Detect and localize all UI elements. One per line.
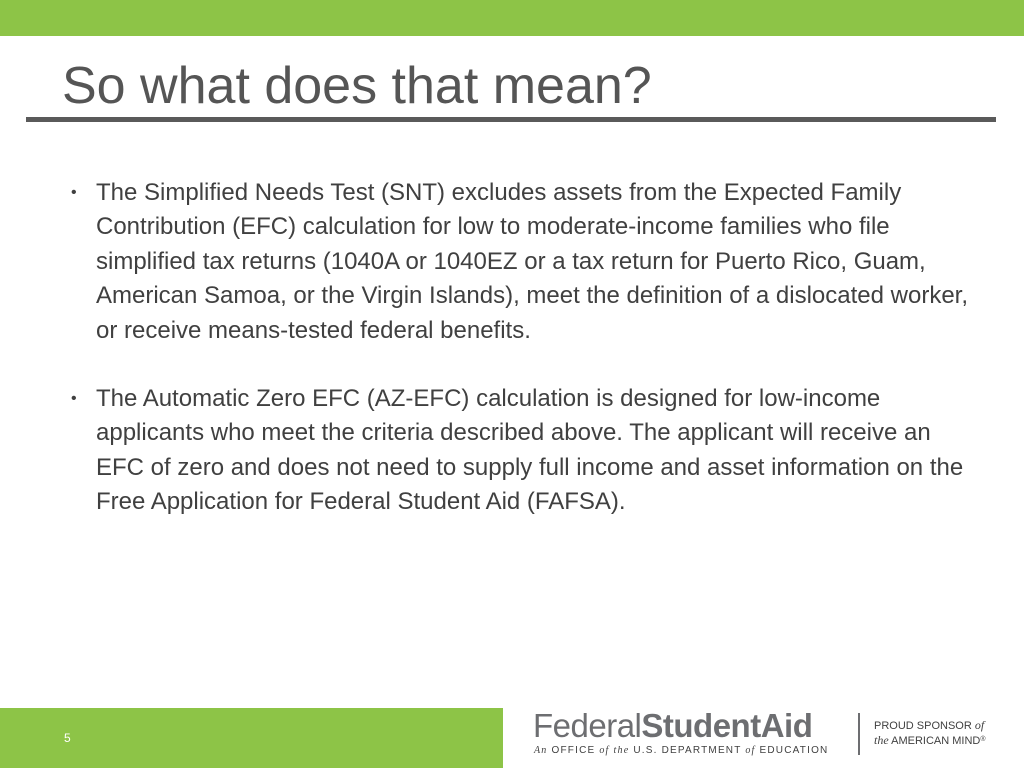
- title-underline: [26, 117, 996, 122]
- logo-word-federal: Federal: [533, 707, 642, 744]
- bullet-text: The Automatic Zero EFC (AZ-EFC) calculation is designed for low-income applicants who meet the criteria described above. The applicant will receive an EFC of zero and does not need to supply full income and asset information on the Free Application for Federal Student Aid (FAFSA).: [96, 385, 964, 516]
- tagline-an: An: [534, 745, 548, 756]
- bullet-text: The Simplified Needs Test (SNT) excludes assets from the Expected Family Contribution (EFC) calculation for low to moderate-income families who file simplified tax returns (1040A or 1040EZ or a tax return for Puerto Rico, Guam, American Samoa, or the Virgin Islands), meet the definition of a dislocated worker, or receive means-tested federal benefits.: [96, 179, 969, 344]
- tagline-education: EDUCATION: [759, 745, 829, 756]
- tagline-the: the: [613, 745, 630, 756]
- logo-word-student: Student: [641, 707, 761, 744]
- logo-divider: [858, 713, 860, 755]
- footer-green-band: [0, 708, 503, 768]
- bullet-dot-icon: •: [71, 184, 77, 201]
- sponsor-american-mind: AMERICAN MIND: [891, 735, 981, 747]
- logo-word-aid: Aid: [760, 707, 813, 744]
- logo-tagline: [534, 745, 828, 757]
- tagline-office: OFFICE: [551, 745, 596, 756]
- bullet-dot-icon: •: [71, 390, 77, 408]
- sponsor-the: the: [874, 733, 889, 747]
- proud-sponsor-tagline: [874, 718, 1014, 748]
- page-number: 5: [64, 731, 71, 745]
- top-accent-bar: [0, 0, 1024, 36]
- registered-mark: ®: [980, 736, 986, 743]
- slide-title: So what does that mean?: [62, 57, 652, 115]
- bullet-item: [68, 176, 978, 348]
- federal-student-aid-logo: [533, 708, 863, 763]
- tagline-of-2: of: [745, 745, 756, 756]
- sponsor-line-1: [874, 718, 1014, 733]
- sponsor-line-2: [874, 733, 1014, 748]
- tagline-department: U.S. DEPARTMENT: [633, 745, 742, 756]
- logo-wordmark: [533, 708, 812, 744]
- sponsor-of: of: [974, 718, 985, 732]
- bullet-item: [68, 382, 978, 520]
- sponsor-proud: PROUD SPONSOR: [874, 720, 972, 732]
- tagline-of: of: [599, 745, 610, 756]
- bullet-list: [68, 176, 978, 554]
